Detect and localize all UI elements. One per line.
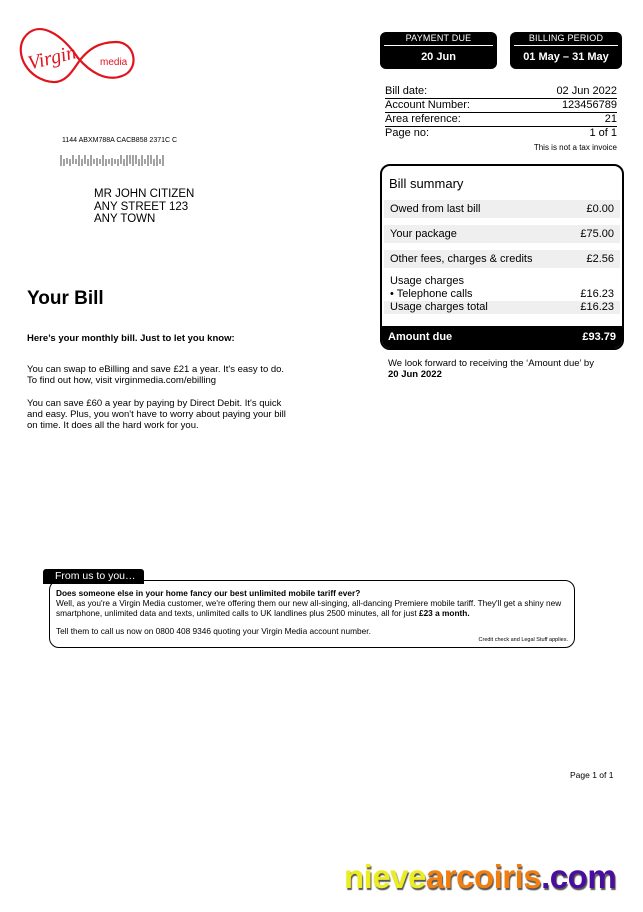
page-title: Your Bill: [27, 288, 104, 309]
bill-summary-box: [380, 164, 624, 350]
summary-value: £2.56: [586, 253, 614, 265]
billing-period-badge: [510, 32, 622, 69]
meta-label: Area reference:: [385, 113, 461, 125]
summary-row-fees: [384, 250, 620, 268]
meta-row-area-reference: [385, 113, 617, 127]
promo-box: [49, 580, 575, 648]
summary-label: Usage charges: [390, 275, 464, 287]
logo-virgin-text: Virgin: [25, 41, 79, 75]
direct-debit-paragraph: You can save £60 a year by paying by Direct Debit. It's quick and easy. Plus, you won't have to worry about paying your bill on time. It does all the hard work for you.: [27, 398, 286, 431]
customer-address: [94, 188, 194, 226]
meta-value: 1 of 1: [589, 127, 617, 139]
summary-value: £0.00: [586, 203, 614, 215]
payment-due-value: 20 Jun: [421, 51, 456, 63]
summary-value: £75.00: [580, 228, 614, 240]
postal-barcode-icon: [60, 153, 166, 167]
promo-price: £23 a month.: [418, 608, 470, 618]
summary-label: Usage charges total: [390, 301, 488, 313]
summary-label: Owed from last bill: [390, 203, 481, 215]
bill-summary-title: Bill summary: [389, 176, 464, 191]
summary-row-telephone-calls: [384, 288, 620, 301]
promo-call-to-action: Tell them to call us now on 0800 408 9346 quoting your Virgin Media account number.: [56, 626, 371, 636]
meta-value: 21: [604, 113, 617, 125]
meta-value: 02 Jun 2022: [556, 85, 617, 97]
promo-tab-label: From us to you…: [43, 569, 144, 584]
meta-label: Bill date:: [385, 85, 428, 97]
amount-due-label: Amount due: [388, 331, 453, 343]
watermark: [344, 858, 616, 896]
payment-expectation-note: [388, 358, 618, 380]
watermark-part-3: .com: [541, 858, 617, 895]
watermark-part-2: arcoiris: [425, 858, 542, 895]
address-line-town: ANY TOWN: [94, 213, 156, 225]
meta-row-bill-date: [385, 85, 617, 99]
payment-due-label: PAYMENT DUE: [384, 32, 493, 46]
promo-legal-note: Credit check and Legal Stuff applies.: [478, 637, 568, 643]
ebilling-paragraph: You can swap to eBilling and save £21 a year. It's easy to do. To find out how, visit virginmedia.com/ebilling: [27, 364, 285, 386]
look-forward-text: We look forward to receiving the ‘Amount due’ by: [388, 358, 594, 369]
address-line-name: MR JOHN CITIZEN: [94, 188, 195, 200]
summary-usage-heading: [384, 275, 620, 288]
summary-label: • Telephone calls: [390, 288, 473, 300]
billing-period-label: BILLING PERIOD: [514, 32, 618, 46]
svg-text:media: media: [100, 57, 128, 68]
address-line-street: ANY STREET 123: [94, 200, 189, 213]
promo-question: Does someone else in your home fancy our best unlimited mobile tariff ever?: [56, 588, 361, 598]
summary-row-owed: [384, 200, 620, 218]
summary-value: £16.23: [580, 288, 614, 300]
promo-body: [56, 598, 574, 618]
look-forward-date: 20 Jun 2022: [388, 369, 442, 380]
payment-due-badge: [380, 32, 497, 69]
promo-body-text: Well, as you're a Virgin Media customer, we're offering them our new all-singing, all-dancing Premiere mobile tariff. They'll get a shiny new smartphone, unlimited data and texts, unlimited calls to UK landlines plus 2500 minutes, all for just: [56, 598, 562, 618]
tax-invoice-note: This is not a tax invoice: [533, 143, 617, 152]
amount-due-value: £93.79: [582, 331, 616, 343]
summary-row-usage-total: [384, 301, 620, 314]
page-number-footer: Page 1 of 1: [570, 770, 614, 780]
summary-value: £16.23: [580, 301, 614, 313]
billing-period-value: 01 May – 31 May: [523, 51, 609, 63]
meta-label: Page no:: [385, 127, 430, 139]
summary-row-package: [384, 225, 620, 243]
meta-row-account-number: [385, 99, 617, 113]
bill-meta-table: [385, 85, 617, 152]
summary-label: Other fees, charges & credits: [390, 253, 533, 265]
meta-value: 123456789: [561, 99, 617, 111]
amount-due-row: [382, 326, 622, 348]
summary-label: Your package: [390, 228, 457, 240]
mailing-reference: 1144 ABXM788A CACB858 2371C C: [62, 137, 178, 144]
virgin-media-logo: [18, 20, 140, 94]
watermark-part-1: nieve: [344, 858, 426, 895]
meta-label: Account Number:: [385, 99, 470, 111]
meta-row-page-no: [385, 127, 617, 140]
intro-text: Here’s your monthly bill. Just to let you know:: [27, 333, 235, 344]
